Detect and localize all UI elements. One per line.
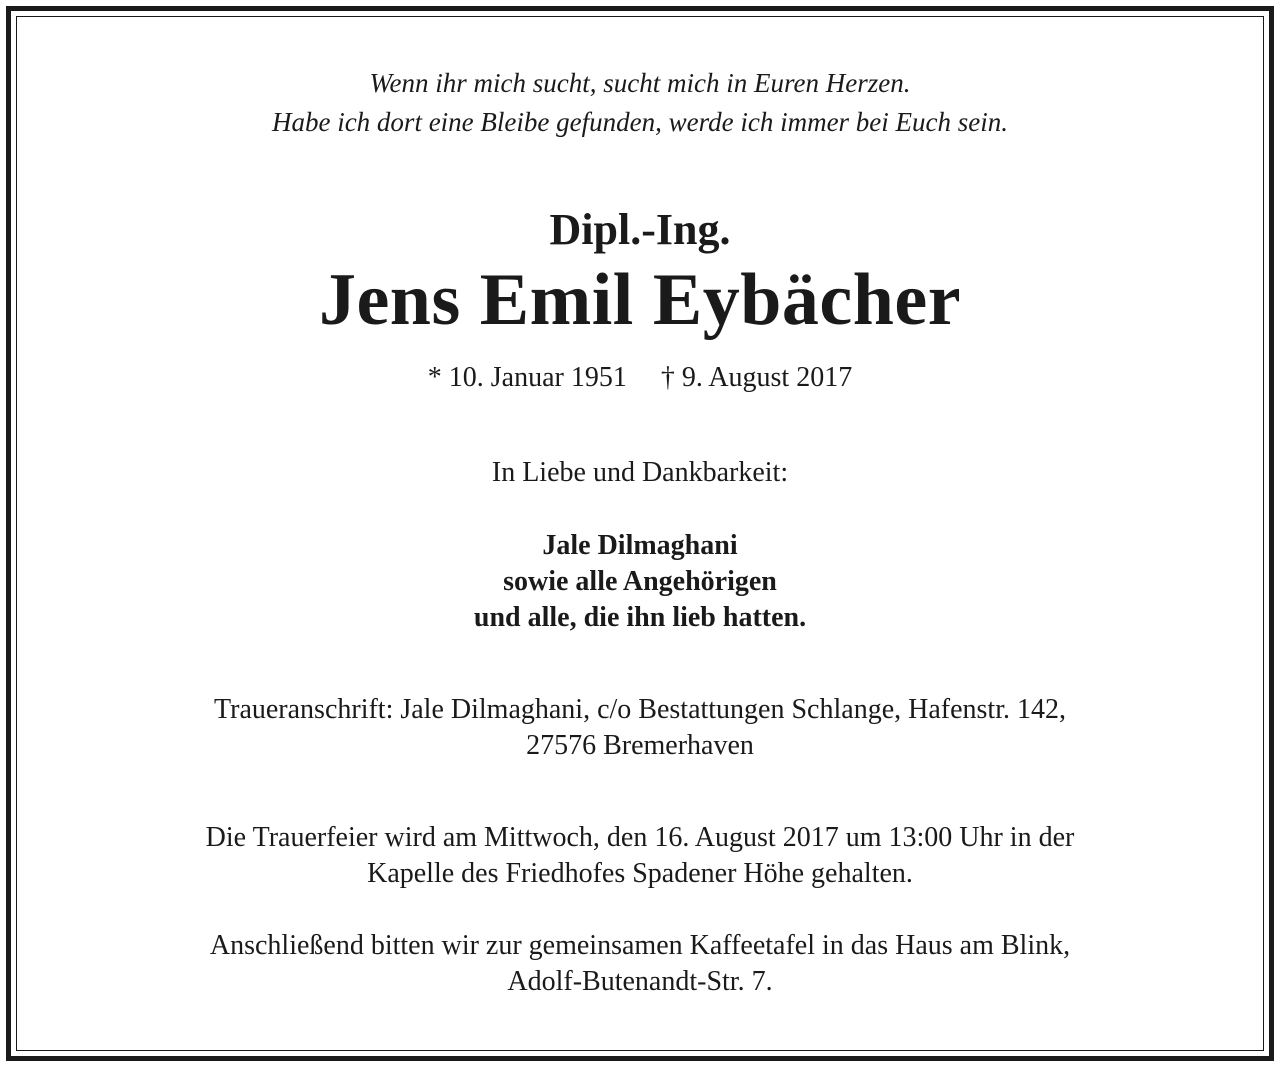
life-dates: [0, 360, 1280, 396]
birth-date: * 10. Januar 1951: [427, 362, 627, 393]
ceremony-line-1: Die Trauerfeier wird am Mittwoch, den 16. August 2017 um 13:00 Uhr in der: [205, 822, 1075, 853]
motto-line-1: Wenn ihr mich sucht, sucht mich in Euren Herzen.: [369, 68, 911, 98]
address-line-1: Traueranschrift: Jale Dilmaghani, c/o Bestattungen Schlange, Hafenstr. 142,: [214, 694, 1066, 725]
academic-title: Dipl.-Ing.: [549, 205, 731, 254]
deceased-name: Jens Emil Eybächer: [318, 259, 962, 341]
reception-line-1: Anschließend bitten wir zur gemeinsamen Kaffeetafel in das Haus am Blink,: [209, 930, 1071, 961]
death-date: † 9. August 2017: [660, 362, 853, 393]
address-line-2: 27576 Bremerhaven: [526, 730, 754, 761]
mourner-line-3: und alle, die ihn lieb hatten.: [473, 602, 807, 633]
dedication: In Liebe und Dankbarkeit:: [491, 457, 789, 488]
ceremony-line-2: Kapelle des Friedhofes Spadener Höhe gehalten.: [367, 858, 913, 889]
mourner-line-1: Jale Dilmaghani: [542, 530, 738, 561]
reception-line-2: Adolf-Butenandt-Str. 7.: [507, 966, 773, 997]
motto-line-2: Habe ich dort eine Bleibe gefunden, werde ich immer bei Euch sein.: [271, 107, 1009, 137]
mourner-line-2: sowie alle Angehörigen: [503, 566, 777, 597]
